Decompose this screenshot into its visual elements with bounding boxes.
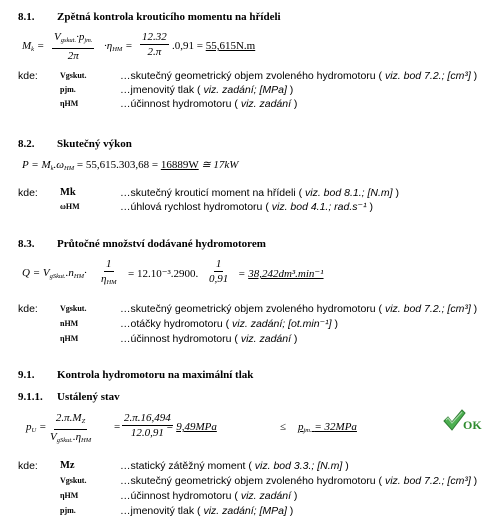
desc-omega-hm: …úhlová rychlost hydromotoru ( viz. bod 4.1.; rad.s⁻¹ )	[120, 201, 373, 213]
formula-8-1-fraction-1: $V_{gskut.}\cdot p_{jm.}$ 2π	[54, 31, 93, 62]
kde-label: kde:	[18, 460, 38, 472]
section-8-1-number: 8.1.	[18, 11, 35, 23]
formula-8-1-tail: .0,91 = 55,615N.m	[172, 40, 256, 52]
formula-8-3-eq: = 12.10⁻³.2900.	[128, 268, 199, 280]
symbol-mz: Mz	[60, 460, 75, 471]
formula-8-3-fraction-2: $\frac{1}{0,91}$	[209, 258, 229, 285]
desc-vgskut: …skutečný geometrický objem zvoleného hydromotoru ( viz. bod 7.2.; [cm³] )	[120, 475, 478, 487]
kde-label: kde:	[18, 303, 38, 315]
desc-eta-hm: …účinnost hydromotoru ( viz. zadání )	[120, 98, 298, 110]
section-8-1-heading: Zpětná kontrola krouticího momentu na hřídeli	[57, 11, 281, 23]
symbol-n-hm: nHM	[60, 319, 79, 328]
symbol-eta-hm: ηHM	[60, 491, 79, 500]
section-9-1-heading: Kontrola hydromotoru na maximální tlak	[57, 369, 254, 381]
formula-8-1-eta: $\cdot\eta_{HM}$ =	[104, 40, 133, 53]
kde-label: kde:	[18, 187, 38, 199]
formula-9-1-1-eq: =	[114, 421, 121, 433]
symbol-vgskut: Vgskut.	[60, 304, 87, 313]
section-9-1-number: 9.1.	[18, 369, 35, 381]
section-8-2-heading: Skutečný výkon	[57, 138, 132, 150]
formula-9-1-1-fraction-1: $2.\pi.M_Z$ $V_{gSkut.}.\eta_{HM}$	[50, 412, 92, 444]
desc-mk: …skutečný krouticí moment na hřídeli ( viz. bod 8.1.; [N.m] )	[120, 187, 399, 199]
formula-8-3-fraction-1: 1 $\eta_{HM}$	[101, 258, 117, 286]
symbol-omega-hm: ωHM	[60, 202, 80, 211]
formula-9-1-1-lhs: $p_U$ =	[26, 421, 47, 434]
symbol-vgskut: Vgskut.	[60, 71, 87, 80]
desc-n-hm: …otáčky hydromotoru ( viz. zadání; [ot.min⁻¹] )	[120, 318, 338, 330]
symbol-vgskut: Vgskut.	[60, 476, 87, 485]
symbol-pjm: pjm.	[60, 85, 76, 94]
formula-8-1-lhs: $M_k$ =	[22, 40, 45, 53]
section-9-1-1-number: 9.1.1.	[18, 391, 43, 403]
formula-9-1-1-fraction-2: $\frac{2.\pi.16,494}{12.0,91}$	[124, 412, 171, 439]
section-9-1-1-heading: Ustálený stav	[57, 391, 120, 403]
ok-label: OK	[463, 418, 482, 432]
formula-8-3-lhs: $Q = V_{gSkut.}.n_{HM}\cdot$	[22, 267, 87, 280]
symbol-eta-hm: ηHM	[60, 99, 79, 108]
formula-9-1-1-result: = 9,49MPa	[166, 421, 217, 433]
desc-pjm: …jmenovitý tlak ( viz. zadání; [MPa] )	[120, 84, 294, 96]
symbol-pjm: pjm.	[60, 506, 76, 515]
section-8-3-heading: Průtočné množství dodávané hydromotorem	[57, 238, 266, 250]
desc-pjm: …jmenovitý tlak ( viz. zadání; [MPa] )	[120, 505, 294, 517]
formula-8-2: $P = M_k.\omega_{HM} = 55,615.303,68 = 16889W$ ≅ 17kW	[22, 159, 239, 172]
kde-label: kde:	[18, 70, 38, 82]
desc-vgskut: …skutečný geometrický objem zvoleného hydromotoru ( viz. bod 7.2.; [cm³] )	[120, 303, 478, 315]
section-8-3-number: 8.3.	[18, 238, 35, 250]
formula-8-3-result: = 38,242dm³.min⁻¹	[238, 268, 324, 280]
section-8-2-number: 8.2.	[18, 138, 35, 150]
desc-vgskut: …skutečný geometrický objem zvoleného hydromotoru ( viz. bod 7.2.; [cm³] )	[120, 70, 478, 82]
desc-eta-hm: …účinnost hydromotoru ( viz. zadání )	[120, 490, 298, 502]
symbol-mk: Mk	[60, 187, 76, 198]
leq-sign: ≤	[280, 421, 287, 433]
desc-eta-hm: …účinnost hydromotoru ( viz. zadání )	[120, 333, 298, 345]
formula-8-1-fraction-2: $\frac{12.32}{2.\pi}$	[142, 31, 167, 58]
symbol-eta-hm: ηHM	[60, 334, 79, 343]
desc-mz: …statický zátěžný moment ( viz. bod 3.3.; [N.m] )	[120, 460, 349, 472]
formula-9-1-1-rhs: $p_{jm.} = 32MPa$	[298, 421, 357, 434]
